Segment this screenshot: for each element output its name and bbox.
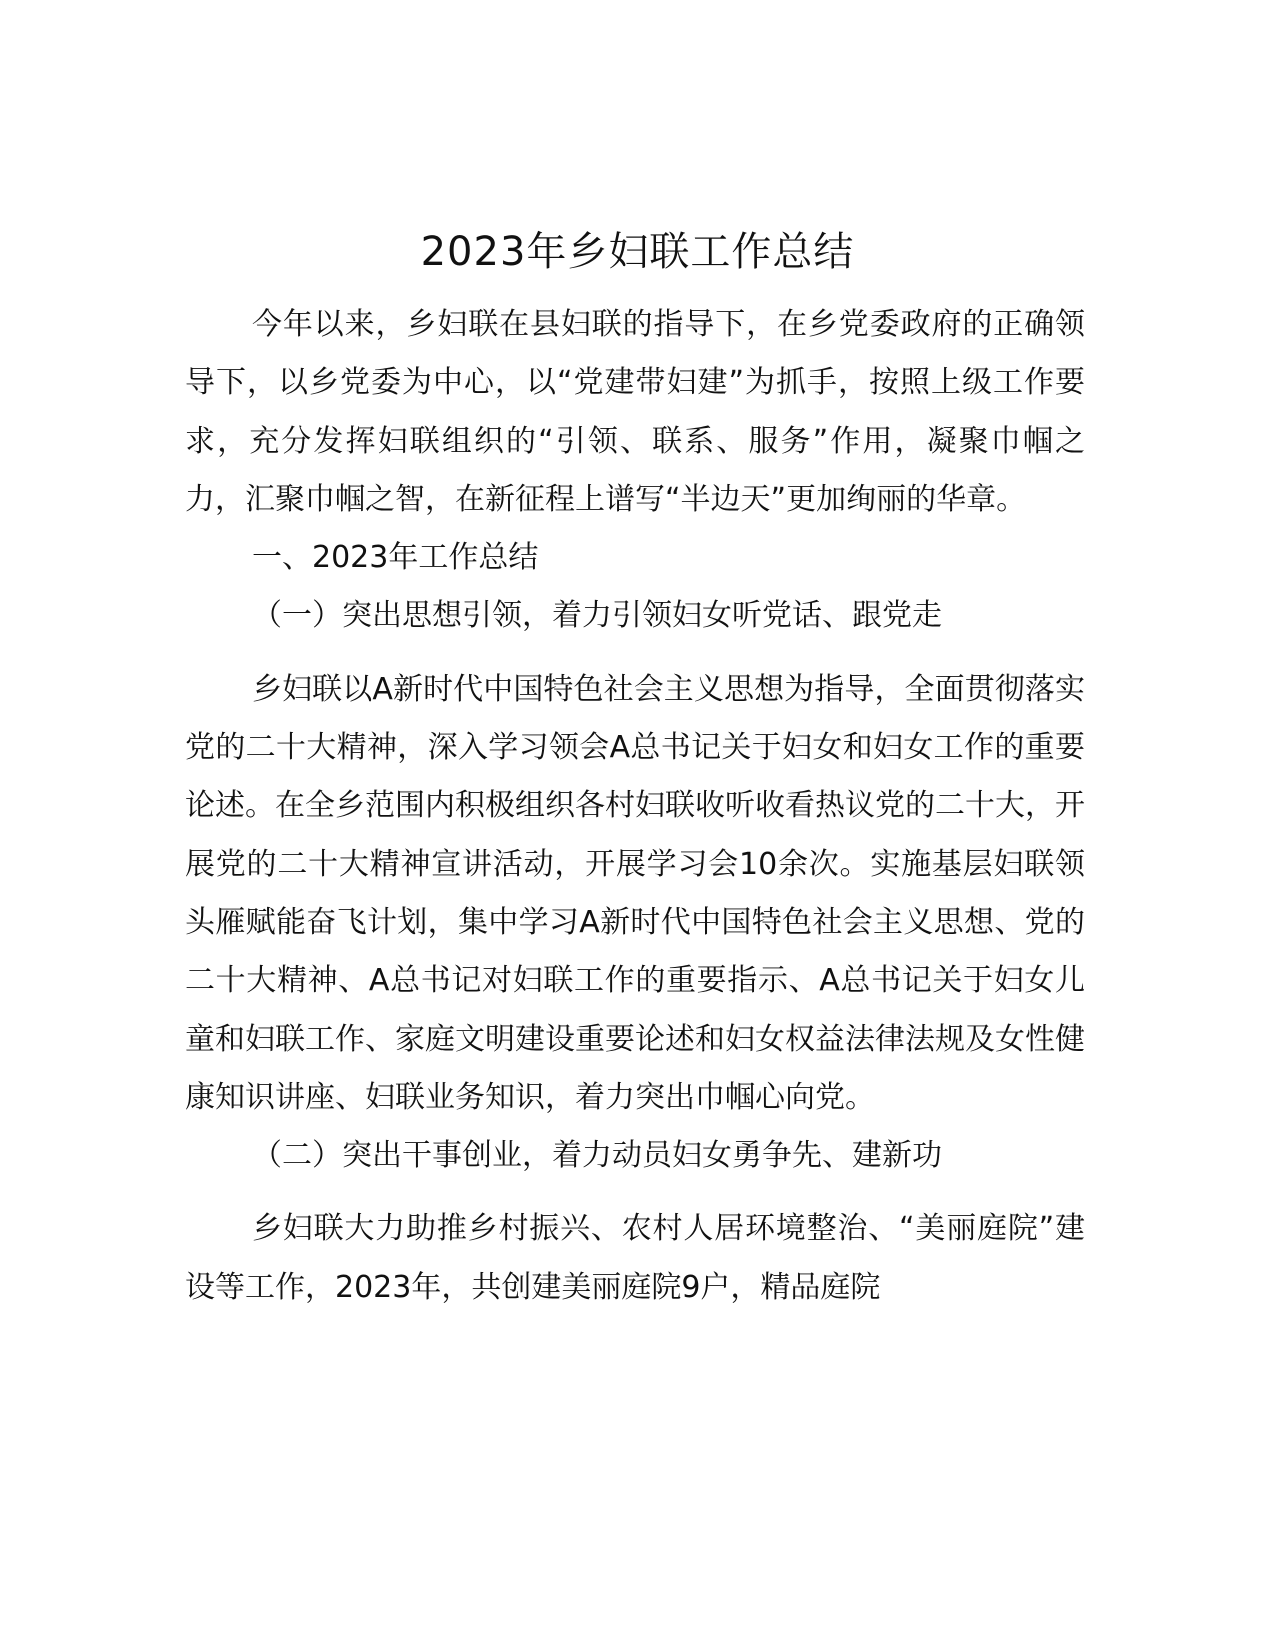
intro-paragraph: 今年以来，乡妇联在县妇联的指导下，在乡党委政府的正确领导下，以乡党委为中心，以“党建带妇建”为抓手，按照上级工作要求，充分发挥妇联组织的“引领、联系、服务”作用，凝聚巾帼之力，汇聚巾帼之智，在新征程上谱写“半边天”更加绚丽的华章。 (185, 307, 1085, 517)
section-heading: 一、2023年工作总结 (252, 540, 539, 576)
subsection-heading: （二）突出干事创业，着力动员妇女勇争先、建新功 (252, 1138, 942, 1174)
subsection-paragraph: 乡妇联以A新时代中国特色社会主义思想为指导，全面贯彻落实党的二十大精神，深入学习领会A总书记关于妇女和妇女工作的重要论述。在全乡范围内积极组织各村妇联收听收看热议党的二十大，开展党的二十大精神宣讲活动，开展学习会10余次。实施基层妇联领头雁赋能奋飞计划，集中学习A新时代中国特色社会主义思想、党的二十大精神、A总书记对妇联工作的重要指示、A总书记关于妇女儿童和妇联工作、家庭文明建设重要论述和妇女权益法律法规及女性健康知识讲座、妇联业务知识，着力突出巾帼心向党。 (185, 671, 1085, 1115)
subsection-paragraph: 乡妇联大力助推乡村振兴、农村人居环境整治、“美丽庭院”建设等工作，2023年，共创建美丽庭院9户，精品庭院 (185, 1211, 1085, 1305)
document-title: 2023年乡妇联工作总结 (420, 229, 855, 275)
subsection-heading: （一）突出思想引领，着力引领妇女听党话、跟党走 (252, 598, 942, 634)
document-body (185, 296, 1085, 1317)
